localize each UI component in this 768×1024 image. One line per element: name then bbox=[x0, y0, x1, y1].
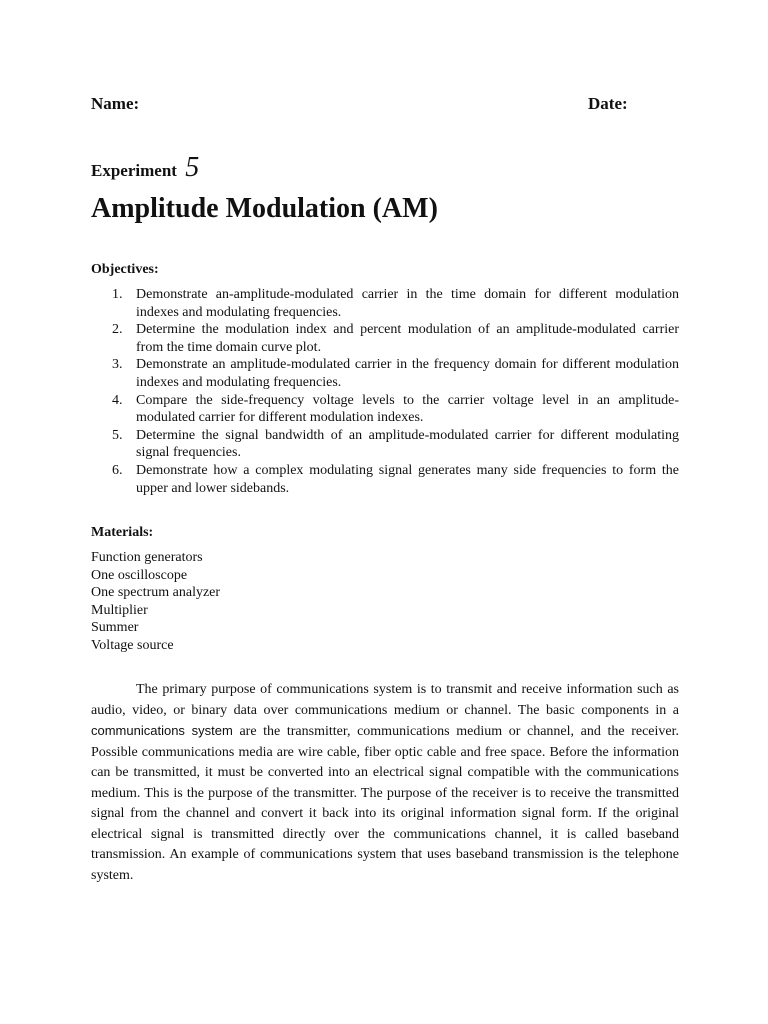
objective-number: 1. bbox=[112, 287, 123, 302]
intro-paragraph bbox=[91, 680, 679, 886]
objective-item bbox=[91, 321, 679, 356]
objective-item bbox=[91, 462, 679, 497]
objective-text: Compare the side-frequency voltage levels to the carrier voltage level in an amplitude-modulated carrier for different modulation indexes. bbox=[136, 392, 679, 426]
material-item: Multiplier bbox=[91, 602, 148, 618]
objective-number: 6. bbox=[112, 462, 123, 478]
material-item: Summer bbox=[91, 620, 139, 636]
objective-item bbox=[91, 427, 679, 462]
objective-number: 3. bbox=[112, 357, 123, 373]
name-label: Name: bbox=[91, 94, 140, 113]
date-label: Date: bbox=[588, 94, 628, 113]
objective-text: Determine the modulation index and percent modulation of an amplitude-modulated carrier from the time domain curve plot. bbox=[136, 322, 679, 355]
material-item: One oscilloscope bbox=[91, 567, 188, 583]
objective-item bbox=[91, 392, 679, 427]
material-item: Voltage source bbox=[91, 637, 174, 653]
objectives-list bbox=[91, 286, 679, 497]
objective-item bbox=[91, 356, 679, 391]
objective-text: Demonstrate an-amplitude-modulated carrier in the time domain for different modulation indexes and modulating frequencies. bbox=[136, 287, 679, 320]
objective-text: Demonstrate an amplitude-modulated carrier in the frequency domain for different modulation indexes and modulating frequencies. bbox=[136, 357, 679, 390]
objective-item bbox=[91, 286, 679, 321]
experiment-heading bbox=[91, 152, 199, 184]
objective-number: 2. bbox=[112, 322, 123, 338]
material-item: Function generators bbox=[91, 550, 203, 565]
experiment-label: Experiment bbox=[91, 161, 177, 180]
experiment-number: 5 bbox=[185, 152, 200, 183]
materials-heading: Materials: bbox=[91, 525, 154, 540]
objective-text: Determine the signal bandwidth of an amplitude-modulated carrier for different modulating signal frequencies. bbox=[136, 427, 679, 461]
paragraph-text-part1: The primary purpose of communications system is to transmit and receive information such as audio, video, or binary data over communications medium or channel. The basic components in a bbox=[91, 682, 679, 718]
material-item: One spectrum analyzer bbox=[91, 585, 221, 601]
paragraph-text-part2: are the transmitter, communications medium or channel, and the receiver. Possible communications media are wire cable, fiber optic cable and free space. Before the information can be transmitted, it must be converted into an electrical signal compatible with the communications medium. This is the purpose of the transmitter. The purpose of the receiver is to receive the transmitted signal from the channel and convert it back into its original information signal form. If the original electrical signal is transmitted directly over the communications channel, it is called baseband transmission. An example of communications system that uses baseband transmission is the telephone system. bbox=[91, 724, 679, 883]
objective-number: 5. bbox=[112, 427, 123, 443]
objectives-heading: Objectives: bbox=[91, 262, 159, 277]
emphasized-term: communications system bbox=[91, 723, 233, 738]
objective-number: 4. bbox=[112, 392, 123, 408]
page-title: Amplitude Modulation (AM) bbox=[91, 193, 438, 224]
header-row bbox=[91, 94, 631, 116]
objective-text: Demonstrate how a complex modulating signal generates many side frequencies to form the upper and lower sidebands. bbox=[136, 462, 679, 496]
materials-list bbox=[91, 549, 220, 655]
